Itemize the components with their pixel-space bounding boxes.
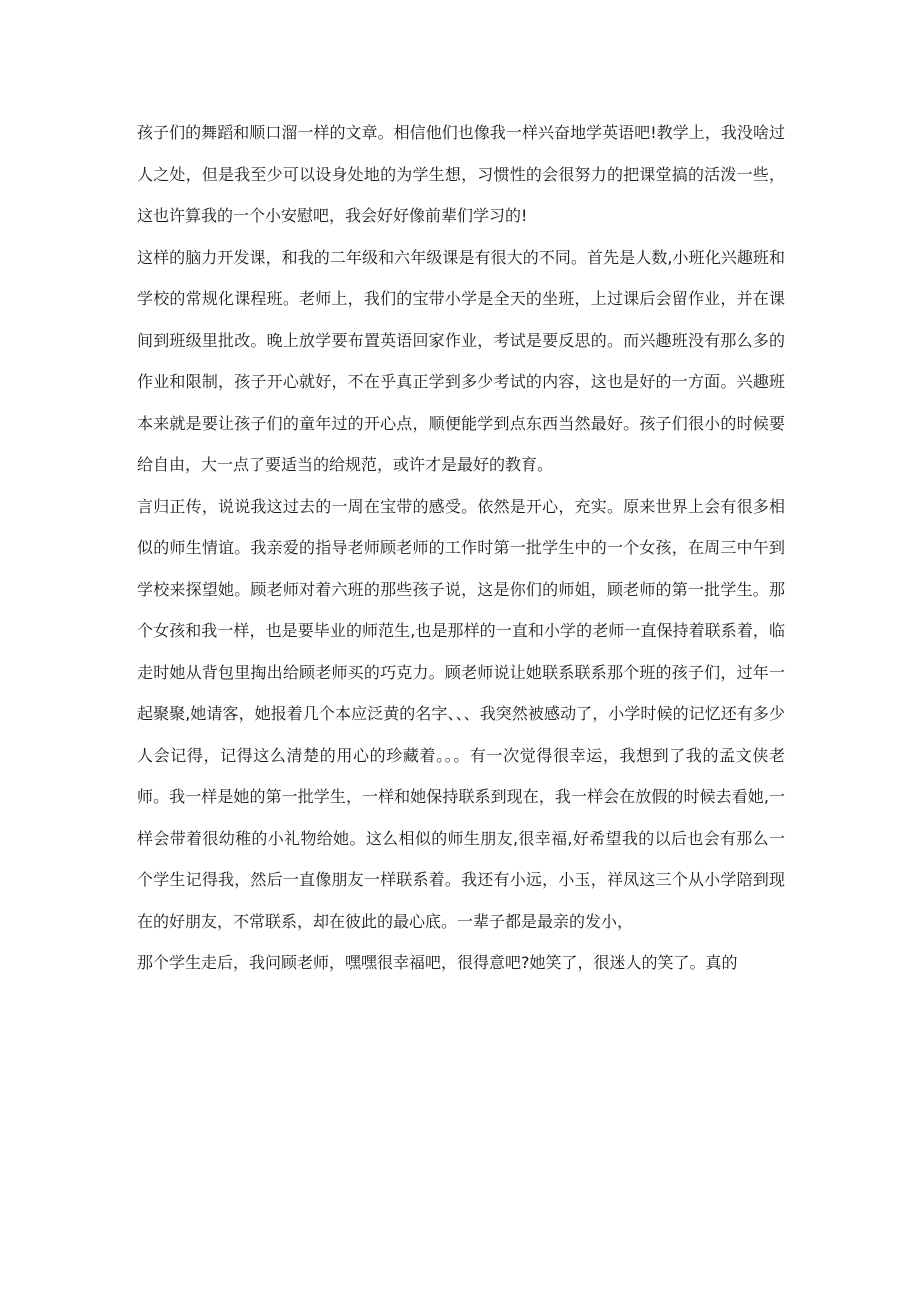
document-body — [137, 112, 785, 984]
paragraph-4: 那个学生走后，我问顾老师，嘿嘿很幸福吧，很得意吧?她笑了，很迷人的笑了。真的 — [137, 953, 738, 972]
paragraph-1: 孩子们的舞蹈和顺口溜一样的文章。相信他们也像我一样兴奋地学英语吧!教学上，我没啥过人之处，但是我至少可以设身处地的为学生想，习惯性的会很努力的把课堂搞的活泼一些，这也许算我的一个小安慰吧，我会好好像前辈们学习的! — [137, 123, 785, 225]
paragraph-2: 这样的脑力开发课，和我的二年级和六年级课是有很大的不同。首先是人数,小班化兴趣班和学校的常规化课程班。老师上，我们的宝带小学是全天的坐班，上过课后会留作业，并在课间到班级里批改。晚上放学要布置英语回家作业，考试是要反思的。而兴趣班没有那么多的作业和限制，孩子开心就好，不在乎真正学到多少考试的内容，这也是好的一方面。兴趣班本来就是要让孩子们的童年过的开心点，顺便能学到点东西当然最好。孩子们很小的时候要给自由，大一点了要适当的给规范，或许才是最好的教育。 — [137, 247, 785, 474]
paragraph-3: 言归正传，说说我这过去的一周在宝带的感受。依然是开心，充实。原来世界上会有很多相似的师生情谊。我亲爱的指导老师顾老师的工作时第一批学生中的一个女孩，在周三中午到学校来探望她。顾老师对着六班的那些孩子说，这是你们的师姐，顾老师的第一批学生。那个女孩和我一样，也是要毕业的师范生,也是那样的一直和小学的老师一直保持着联系着，临走时她从背包里掏出给顾老师买的巧克力。顾老师说让她联系联系那个班的孩子们，过年一起聚聚,她请客，她报着几个本应泛黄的名字、、、我突然被感动了，小学时候的记忆还有多少人会记得，记得这么清楚的用心的珍藏着。。。有一次觉得很幸运，我想到了我的孟文侠老师。我一样是她的第一批学生，一样和她保持联系到现在，我一样会在放假的时候去看她,一样会带着很幼稚的小礼物给她。这么相似的师生朋友,很幸福,好希望我的以后也会有那么一个学生记得我，然后一直像朋友一样联系着。我还有小远，小玉，祥凤这三个从小学陪到现在的好朋友，不常联系，却在彼此的最心底。一辈子都是最亲的发小， — [137, 496, 785, 931]
